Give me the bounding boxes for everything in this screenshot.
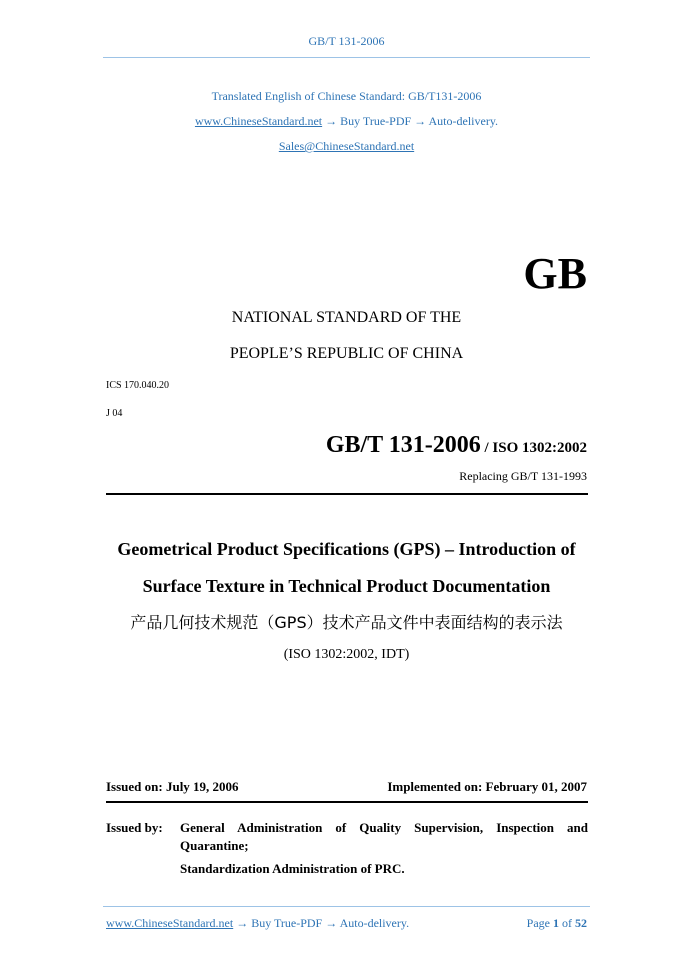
footer-buy-text: → Buy True-PDF → Auto-delivery. [236,916,410,930]
header-divider [103,57,590,58]
title-divider-top [106,493,588,495]
issued-on: Issued on: July 19, 2006 [106,779,239,794]
dates-divider [106,801,588,803]
footer-divider [103,906,590,907]
title-line2: Surface Texture in Technical Product Documentation [142,576,551,596]
replacing-note: Replacing GB/T 131-1993 [459,469,587,483]
ics-code: ICS 170.040.20 [106,380,170,391]
email-link[interactable]: Sales@ChineseStandard.net [278,139,415,153]
issued-by-label: Issued by: [106,820,163,835]
national-standard-line1: NATIONAL STANDARD OF THE [231,309,462,326]
gb-logo: GB [523,249,587,298]
issued-by-line1: General Administration of Quality Supervision, Inspection and [180,820,588,835]
page-total: 52 [575,916,587,930]
issued-by-line3: Standardization Administration of PRC. [180,861,405,876]
running-header: GB/T 131-2006 [308,34,385,48]
standard-number: GB/T 131-2006 [325,432,481,458]
implemented-on: Implemented on: February 01, 2007 [387,779,587,794]
ccs-code: J 04 [106,408,123,419]
promo-buy-line [0,114,693,129]
page-of: of [562,916,572,930]
buy-text: → Buy True-PDF → Auto-delivery. [325,114,499,128]
national-standard-line2: PEOPLE’S REPUBLIC OF CHINA [229,345,464,362]
title-chinese: 产品几何技术规范（GPS）技术产品文件中表面结构的表示法 [130,613,563,632]
idt-note: (ISO 1302:2002, IDT) [283,647,410,662]
promo-email-line [0,139,693,154]
site-link[interactable]: www.ChineseStandard.net [194,114,323,128]
iso-equivalent: / ISO 1302:2002 [480,440,587,456]
title-line1: Geometrical Product Specifications (GPS) – Introduction of [117,539,576,559]
promo-title: Translated English of Chinese Standard: GB/T131-2006 [211,89,482,103]
issued-by-line2: Quarantine; [180,838,249,853]
page-indicator [527,916,587,931]
page-current: 1 [553,916,559,930]
footer-site-link[interactable]: www.ChineseStandard.net [106,916,234,930]
page-label: Page [526,916,550,930]
standard-number-line [326,432,587,459]
footer-buy-line [106,916,409,931]
